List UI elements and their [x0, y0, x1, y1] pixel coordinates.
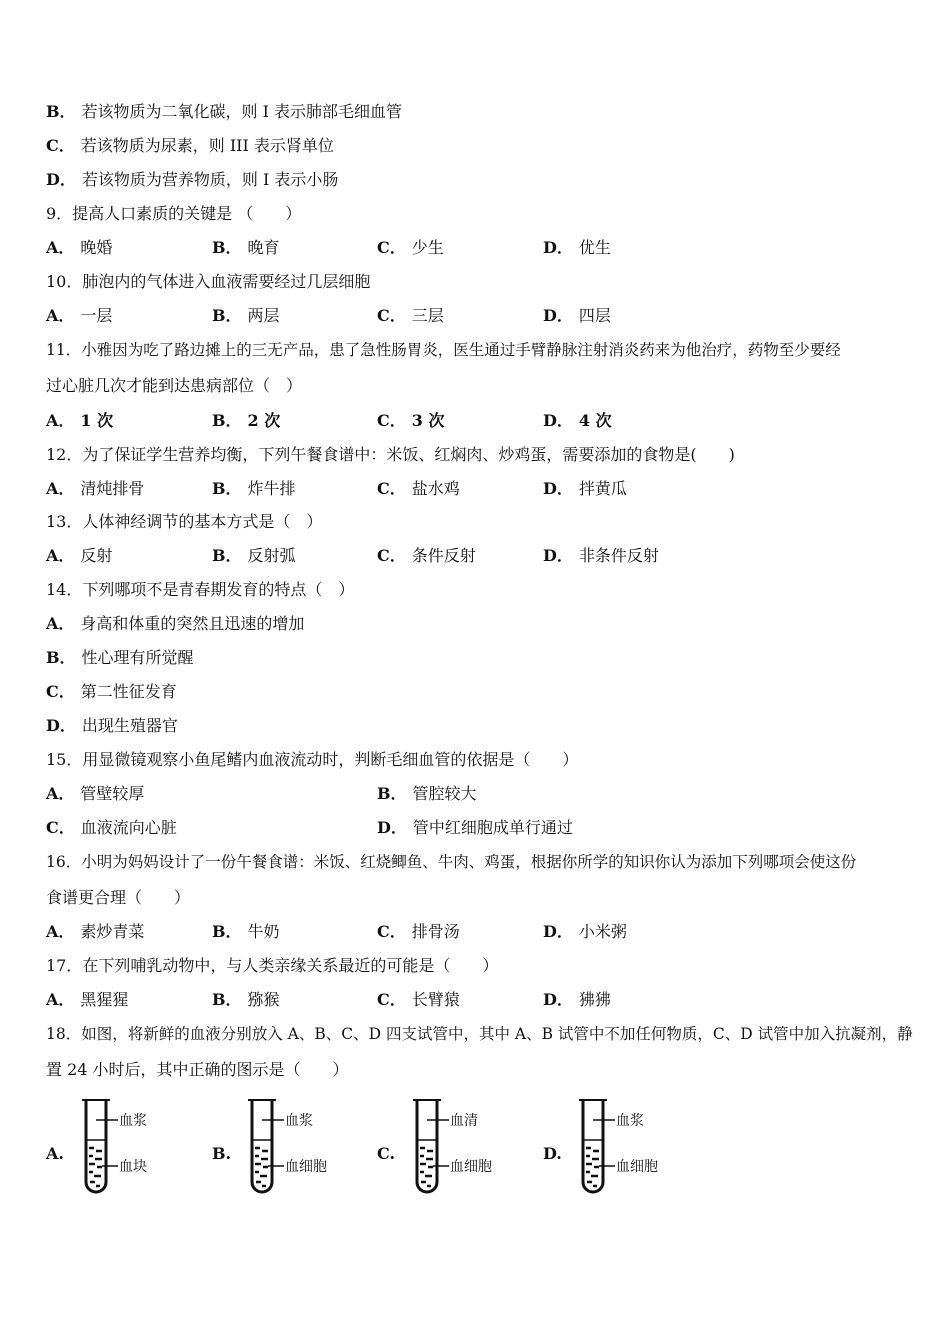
test-tube-diagram	[407, 1096, 527, 1202]
q10-option-c: C． 三层	[377, 306, 444, 325]
q11-option-c: C． 3 次	[377, 411, 445, 430]
q16-option-c: C． 排骨汤	[377, 922, 460, 941]
q8-option-c: C． 若该物质为尿素，则 III 表示肾单位	[46, 136, 334, 155]
q18-figure-a	[46, 1096, 196, 1202]
q16-option-d: D． 小米粥	[543, 922, 627, 941]
q11-option-d: D． 4 次	[543, 411, 612, 430]
q17-option-a: A． 黑猩猩	[46, 990, 129, 1009]
q9-option-d: D． 优生	[543, 238, 611, 257]
q11-stem-line2: 过心脏几次才能到达患病部位（ ）	[46, 376, 303, 395]
q12-option-b: B． 炸牛排	[212, 479, 296, 498]
q13-option-b: B． 反射弧	[212, 546, 296, 565]
q14-option-d: D． 出现生殖器官	[46, 716, 178, 735]
q16-stem-line2: 食谱更合理（ ）	[46, 888, 191, 907]
q17-stem: 17．在下列哺乳动物中，与人类亲缘关系最近的可能是（ ）	[46, 956, 499, 975]
q15-stem: 15．用显微镜观察小鱼尾鳍内血液流动时，判断毛细血管的依据是（ ）	[46, 750, 579, 769]
q11-stem-line1: 11．小雅因为吃了路边摊上的三无产品，患了急性肠胃炎，医生通过手臂静脉注射消炎药来为他治疗，药物至少要经	[46, 341, 841, 359]
figure-label: B.	[212, 1144, 232, 1163]
q18-figure-c	[377, 1096, 527, 1202]
q13-option-c: C． 条件反射	[377, 546, 476, 565]
figure-label: D.	[543, 1144, 562, 1163]
bottom-layer-label: 血细胞	[450, 1159, 492, 1175]
top-layer-label: 血清	[450, 1113, 478, 1129]
top-layer-label: 血浆	[285, 1113, 313, 1129]
q12-option-c: C． 盐水鸡	[377, 479, 460, 498]
test-tube-diagram	[573, 1096, 693, 1202]
q9-option-c: C． 少生	[377, 238, 444, 257]
q16-option-b: B． 牛奶	[212, 922, 280, 941]
q10-option-b: B． 两层	[212, 306, 280, 325]
q16-option-a: A． 素炒青菜	[46, 922, 145, 941]
q8-option-b: B． 若该物质为二氧化碳，则 I 表示肺部毛细血管	[46, 102, 403, 121]
q18-figure-b	[212, 1096, 362, 1202]
q14-option-c: C． 第二性征发育	[46, 682, 177, 701]
bottom-layer-label: 血细胞	[285, 1159, 327, 1175]
q18-figure-d	[543, 1096, 693, 1202]
q15-option-b: B． 管腔较大	[377, 784, 477, 803]
q17-option-d: D． 狒狒	[543, 990, 611, 1009]
q15-option-a: A． 管壁较厚	[46, 784, 145, 803]
q14-option-b: B． 性心理有所觉醒	[46, 648, 194, 667]
q12-option-a: A． 清炖排骨	[46, 479, 145, 498]
bottom-layer-label: 血块	[119, 1159, 147, 1175]
q14-stem: 14．下列哪项不是青春期发育的特点（ ）	[46, 580, 355, 599]
figure-label: A.	[46, 1144, 64, 1163]
q16-stem-line1: 16．小明为妈妈设计了一份午餐食谱：米饭、红烧鲫鱼、牛肉、鸡蛋，根据你所学的知识你认为添加下列哪项会使这份	[46, 853, 857, 871]
q18-stem-line1: 18．如图，将新鲜的血液分别放入 A、B、C、D 四支试管中，其中 A、B 试管中不加任何物质，C、D 试管中加入抗凝剂，静	[46, 1025, 913, 1043]
top-layer-label: 血浆	[616, 1113, 644, 1129]
q8-option-d: D． 若该物质为营养物质，则 I 表示小肠	[46, 170, 339, 189]
q12-option-d: D． 拌黄瓜	[543, 479, 627, 498]
q13-stem: 13．人体神经调节的基本方式是（ ）	[46, 512, 323, 531]
q18-stem-line2: 置 24 小时后，其中正确的图示是（ ）	[46, 1060, 349, 1079]
q12-stem: 12．为了保证学生营养均衡，下列午餐食谱中：米饭、红焖肉、炒鸡蛋，需要添加的食物是( )	[46, 445, 735, 464]
q11-option-a: A． 1 次	[46, 411, 114, 430]
q13-option-d: D． 非条件反射	[543, 546, 659, 565]
test-tube-diagram	[242, 1096, 362, 1202]
q9-option-b: B． 晚育	[212, 238, 280, 257]
q15-option-d: D． 管中红细胞成单行通过	[377, 818, 573, 837]
bottom-layer-label: 血细胞	[616, 1159, 658, 1175]
q9-stem: 9．提高人口素质的关键是 （ ）	[46, 204, 302, 223]
q13-option-a: A． 反射	[46, 546, 113, 565]
q11-option-b: B． 2 次	[212, 411, 281, 430]
q10-option-a: A． 一层	[46, 306, 113, 325]
q10-stem: 10．肺泡内的气体进入血液需要经过几层细胞	[46, 272, 371, 291]
figure-label: C.	[377, 1144, 396, 1163]
q14-option-a: A． 身高和体重的突然且迅速的增加	[46, 614, 305, 633]
q17-option-c: C． 长臂猿	[377, 990, 460, 1009]
q9-option-a: A． 晚婚	[46, 238, 113, 257]
test-tube-diagram	[76, 1096, 196, 1202]
q10-option-d: D． 四层	[543, 306, 611, 325]
top-layer-label: 血浆	[119, 1113, 147, 1129]
q15-option-c: C． 血液流向心脏	[46, 818, 177, 837]
q17-option-b: B． 猕猴	[212, 990, 280, 1009]
